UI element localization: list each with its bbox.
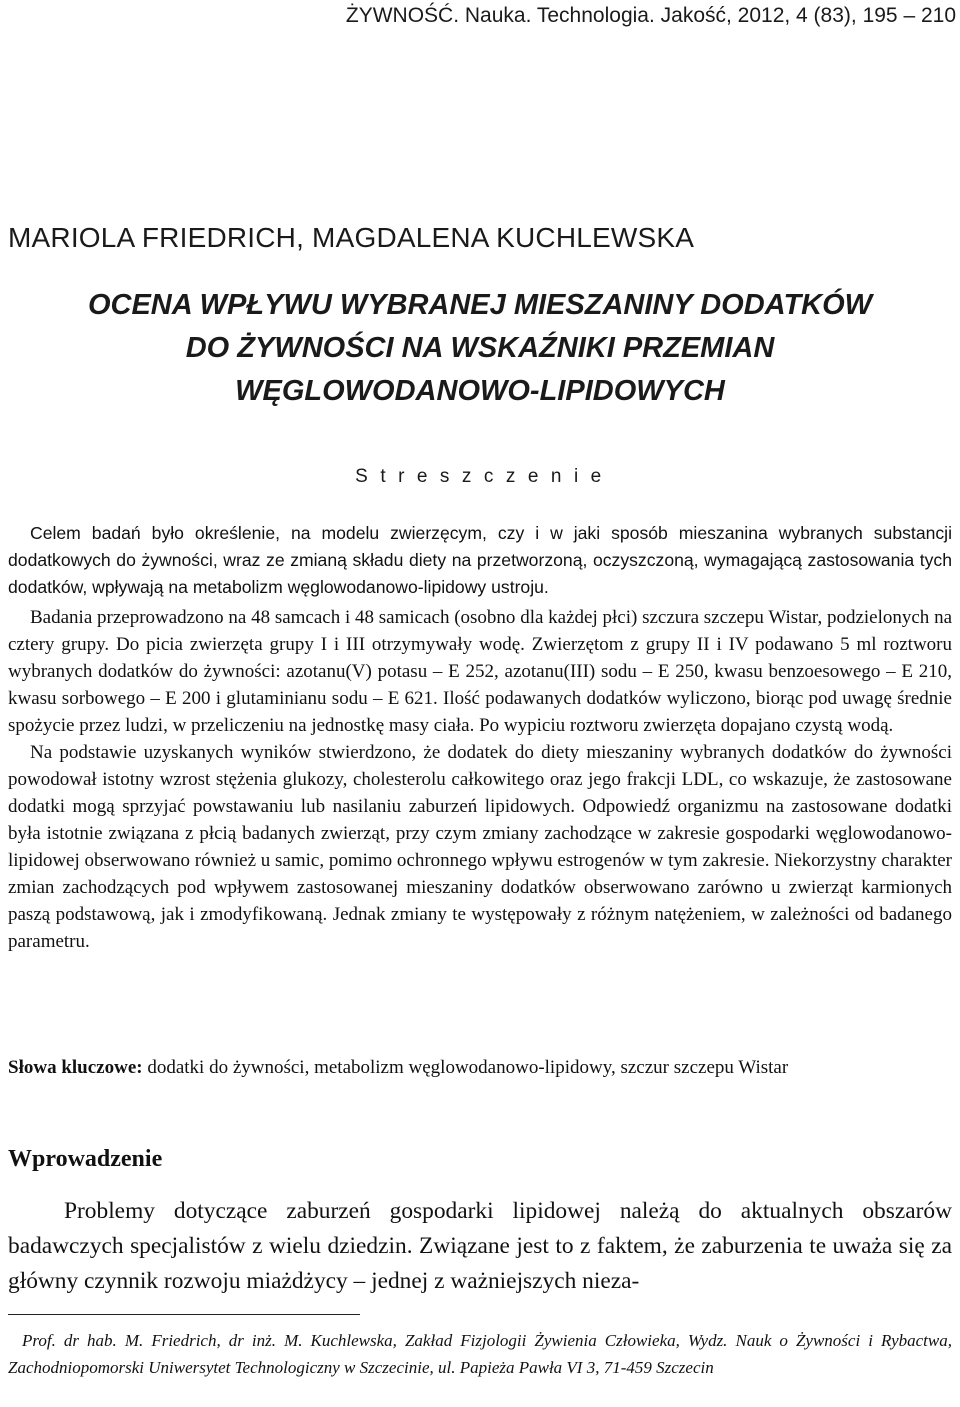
abstract-paragraph: Badania przeprowadzono na 48 samcach i 48 samicach (osobno dla każdej płci) szczura szczepu Wistar, podzielonych na cztery grupy. Do picia zwierzęta grupy I i III otrzymywały wodę. Zwierzętom z grupy II i IV podawano 5 ml roztworu wybranych dodatków do żywności: azotanu(V) potasu – E 252, azotanu(III) sodu – E 250, kwasu benzoesowego – E 210, kwasu sorbowego – E 200 i glutaminianu sodu – E 621. Ilość podawanych dodatków wyliczono, biorąc pod uwagę średnie spożycie przez ludzi, w przeliczeniu na jednostkę masy ciała. Po wypiciu roztworu zwierzęta dopajano czystą wodą. <box>8 606 952 736</box>
intro-paragraph: Problemy dotyczące zaburzeń gospodarki lipidowej należą do aktualnych obszarów badawczych specjalistów z wielu dziedzin. Związane jest to z faktem, że zaburzenia te uważa się za główny czynnik rozwoju miażdżycy – jednej z ważniejszych nieza- <box>8 1198 952 1294</box>
title-line: WĘGLOWODANOWO-LIPIDOWYCH <box>235 375 725 407</box>
title-line: DO ŻYWNOŚCI NA WSKAŹNIKI PRZEMIAN <box>185 332 775 364</box>
abstract-paragraph: Celem badań było określenie, na modelu zwierzęcym, czy i w jaki sposób mieszanina wybranych substancji dodatkowych do żywności, wraz ze zmianą składu diety na przetworzoną, oczyszczoną, wymagającą zastosowania tych dodatków, wpływają na metabolizm węglowodanowo-lipidowy ustroju. <box>8 523 952 598</box>
abstract <box>8 520 952 955</box>
section-heading: Wprowadzenie <box>8 1146 163 1172</box>
authors: MARIOLA FRIEDRICH, MAGDALENA KUCHLEWSKA <box>8 222 695 253</box>
keywords-label: Słowa kluczowe: <box>8 1057 143 1078</box>
title-line: OCENA WPŁYWU WYBRANEJ MIESZANINY DODATKÓW <box>87 289 873 321</box>
author-footnote: Prof. dr hab. M. Friedrich, dr inż. M. Kuchlewska, Zakład Fizjologii Żywienia Człowieka, Wydz. Nauk o Żywności i Rybactwa, Zachodniopomorski Uniwersytet Technologiczny w Szczecinie, ul. Papieża Pawła VI 3, 71-459 Szczecin <box>8 1331 952 1377</box>
keywords <box>8 1054 952 1081</box>
journal-header: ŻYWNOŚĆ. Nauka. Technologia. Jakość, 2012, 4 (83), 195 – 210 <box>345 4 956 27</box>
article-title <box>0 284 960 413</box>
abstract-heading: S t r e s z c z e n i e <box>355 466 605 487</box>
keywords-text: dodatki do żywności, metabolizm węglowodanowo-lipidowy, szczur szczepu Wistar <box>142 1057 789 1078</box>
abstract-paragraph: Na podstawie uzyskanych wyników stwierdzono, że dodatek do diety mieszaniny wybranych dodatków do żywności powodował istotny wzrost stężenia glukozy, cholesterolu całkowitego oraz jego frakcji LDL, co wskazuje, że zastosowane dodatki mogą sprzyjać powstawaniu lub nasilaniu zaburzeń lipidowych. Odpowiedź organizmu na zastosowane dodatki była istotnie związana z płcią badanych zwierząt, przy czym zmiany zachodzące w zakresie gospodarki węglowodanowo-lipidowej obserwowano również u samic, pomimo ochronnego wpływu estrogenów w tym zakresie. Niekorzystny charakter zmian zachodzących pod wpływem zastosowanej mieszaniny dodatków obserwowano zarówno u zwierząt karmionych paszą podstawową, jak i zmodyfikowaną. Jednak zmiany te występowały z różnym natężeniem, w zależności od badanego parametru. <box>8 741 952 952</box>
footnote-divider <box>8 1314 360 1315</box>
